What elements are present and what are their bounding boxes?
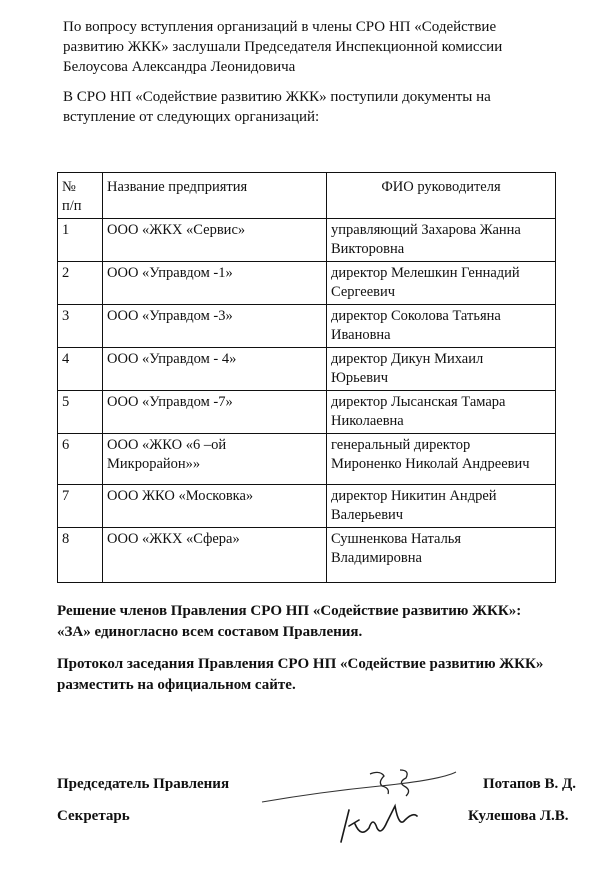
secretary-name: Кулешова Л.В. xyxy=(468,808,569,824)
header-company-name: Название предприятия xyxy=(103,173,327,219)
table-row xyxy=(58,348,556,391)
secretary-title: Секретарь xyxy=(57,808,130,824)
director-name: директор Мелешкин Геннадий Сергеевич xyxy=(327,262,556,305)
company-name: ООО «Управдом -7» xyxy=(103,391,327,434)
table-row xyxy=(58,305,556,348)
documents-paragraph xyxy=(63,87,593,127)
header-director-name: ФИО руководителя xyxy=(327,173,556,219)
director-name: управляющий Захарова Жанна Викторовна xyxy=(327,219,556,262)
company-name: ООО «ЖКО «6 –ой Микрорайон»» xyxy=(103,434,327,485)
row-number: 1 xyxy=(58,219,103,262)
company-name: ООО «Управдом -1» xyxy=(103,262,327,305)
board-decision: Решение членов Правления СРО НП «Содействие развитию ЖКК»: «ЗА» единогласно всем составом Правления. xyxy=(57,603,522,640)
row-number: 3 xyxy=(58,305,103,348)
director-name: директор Лысанская Тамара Николаевна xyxy=(327,391,556,434)
company-name: ООО ЖКО «Московка» xyxy=(103,485,327,528)
table-header-row xyxy=(58,173,556,219)
table-row xyxy=(58,262,556,305)
company-name: ООО «Управдом -3» xyxy=(103,305,327,348)
chairman-name: Потапов В. Д. xyxy=(483,776,577,792)
organizations-table xyxy=(57,172,556,583)
secretary-signature xyxy=(335,798,425,848)
intro-line: развитию ЖКК» заслушали Председателя Инспекционной комиссии xyxy=(63,39,503,55)
row-number: 7 xyxy=(58,485,103,528)
table-row xyxy=(58,528,556,583)
row-number: 5 xyxy=(58,391,103,434)
director-name: Сушненкова Наталья Владимировна xyxy=(327,528,556,583)
director-name: директор Дикун Михаил Юрьевич xyxy=(327,348,556,391)
company-name: ООО «ЖКХ «Сфера» xyxy=(103,528,327,583)
table-row xyxy=(58,391,556,434)
table-row xyxy=(58,219,556,262)
documents-line: В СРО НП «Содействие развитию ЖКК» поступили документы на xyxy=(63,89,491,105)
header-number: № п/п xyxy=(58,173,103,219)
chairman-title: Председатель Правления xyxy=(57,776,230,792)
row-number: 6 xyxy=(58,434,103,485)
row-number: 2 xyxy=(58,262,103,305)
intro-line: Белоусова Александра Леонидовича xyxy=(63,59,296,75)
table-row xyxy=(58,434,556,485)
protocol-publication-note: Протокол заседания Правления СРО НП «Содействие развитию ЖКК» разместить на официальном сайте. xyxy=(57,656,544,693)
company-name: ООО «Управдом - 4» xyxy=(103,348,327,391)
intro-paragraph xyxy=(63,17,593,77)
table-row xyxy=(58,485,556,528)
director-name: генеральный директор Мироненко Николай Андреевич xyxy=(327,434,556,485)
director-name: директор Соколова Татьяна Ивановна xyxy=(327,305,556,348)
row-number: 4 xyxy=(58,348,103,391)
director-name: директор Никитин Андрей Валерьевич xyxy=(327,485,556,528)
row-number: 8 xyxy=(58,528,103,583)
documents-line: вступление от следующих организаций: xyxy=(63,109,320,125)
intro-line: По вопросу вступления организаций в члены СРО НП «Содействие xyxy=(63,19,497,35)
company-name: ООО «ЖКХ «Сервис» xyxy=(103,219,327,262)
